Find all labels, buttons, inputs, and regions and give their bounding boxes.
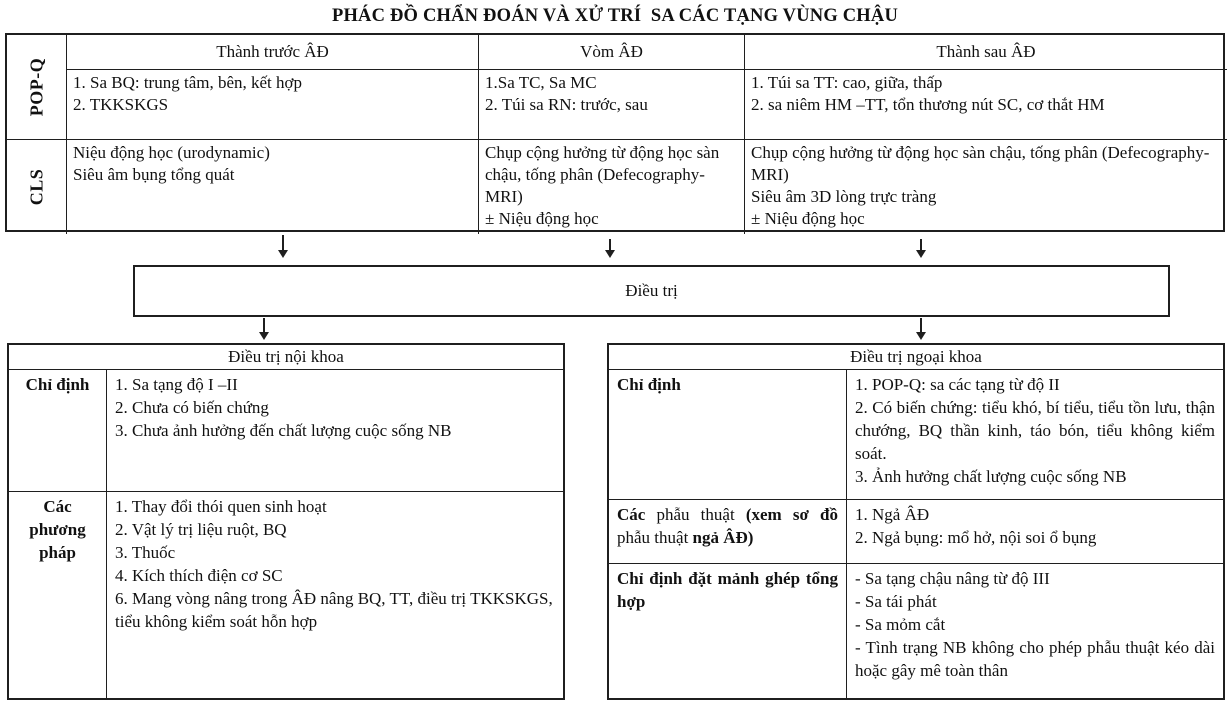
list-item: - Sa mỏm cắt (855, 615, 946, 634)
column-header-apex (479, 35, 745, 70)
list-item: 4. Kích thích điện cơ SC (115, 566, 283, 585)
list-item: Chụp cộng hưởng từ động học sàn chậu, tống phân (Defecography-MRI) (751, 143, 1210, 184)
list-item: Chụp cộng hưởng từ động học sàn chậu, tống phân (Defecography-MRI) (485, 143, 720, 206)
cls-row-label: CLS (26, 168, 47, 206)
list-item: 3. Chưa ảnh hưởng đến chất lượng cuộc sống NB (115, 421, 452, 440)
list-item: 2. sa niêm HM –TT, tổn thương nút SC, cơ thắt HM (751, 95, 1105, 114)
list-item: - Sa tạng chậu nâng từ độ III (855, 569, 1050, 588)
list-item: 2. Chưa có biến chứng (115, 398, 269, 417)
list-item: 1. POP-Q: sa các tạng từ độ II (855, 375, 1060, 394)
surgery-types-cell (847, 500, 1223, 564)
surgical-treatment-table (607, 343, 1225, 700)
list-item: 2. Ngả bụng: mổ hở, nội soi ổ bụng (855, 528, 1097, 547)
cls-apex-cell (479, 140, 745, 234)
list-item: ± Niệu động học (485, 209, 599, 228)
assessment-table (5, 33, 1225, 232)
list-item: ± Niệu động học (751, 209, 865, 228)
surgery-types-label-part: phẫu thuật (656, 505, 746, 524)
down-arrow-apex (609, 239, 611, 251)
list-item: 6. Mang vòng nâng trong ÂĐ nâng BQ, TT, điều trị TKKSKGS, tiểu không kiểm soát hỗn hợp (115, 589, 553, 631)
medical-treatment-table (7, 343, 565, 700)
list-item: 3. Thuốc (115, 543, 176, 562)
treatment-box (133, 265, 1170, 317)
list-item: Niệu động học (urodynamic) (73, 143, 270, 162)
popq-row-label-cell (7, 35, 67, 140)
medical-methods-cell (107, 492, 563, 698)
list-item: 1.Sa TC, Sa MC (485, 73, 597, 92)
down-arrow-surgical (920, 318, 922, 333)
list-item: 2. Vật lý trị liệu ruột, BQ (115, 520, 287, 539)
list-item: Siêu âm 3D lòng trực tràng (751, 187, 937, 206)
list-item: 1. Sa tạng độ I –II (115, 375, 238, 394)
cls-anterior-cell (67, 140, 479, 234)
list-item: 2. Túi sa RN: trước, sau (485, 95, 648, 114)
mesh-indication-label: Chỉ định đặt mảnh ghép tổng hợp (609, 564, 847, 698)
down-arrow-anterior (282, 235, 284, 251)
column-header-apex-text: Vòm ÂĐ (580, 42, 643, 61)
medical-table-header (9, 345, 563, 370)
treatment-box-label: Điều trị (625, 281, 678, 300)
list-item: 2. TKKSKGS (73, 95, 169, 114)
popq-apex-cell (479, 70, 745, 140)
column-header-posterior (745, 35, 1227, 70)
surgery-types-label-part: (xem sơ đồ (745, 505, 838, 524)
column-header-anterior-text: Thành trước ÂĐ (216, 42, 329, 61)
column-header-anterior (67, 35, 479, 70)
surgical-table-header (609, 345, 1223, 370)
popq-row-label: POP-Q (26, 57, 47, 117)
list-item: 1. Sa BQ: trung tâm, bên, kết hợp (73, 73, 303, 92)
list-item: 1. Túi sa TT: cao, giữa, thấp (751, 73, 943, 92)
surgical-indications-cell (847, 370, 1223, 500)
surgery-types-label-part: ngả ÂĐ) (692, 528, 754, 547)
list-item: 1. Ngả ÂĐ (855, 505, 930, 524)
medical-table-header-text: Điều trị nội khoa (228, 347, 344, 366)
list-item: Siêu âm bụng tổng quát (73, 165, 235, 184)
surgery-types-label-part: Các (617, 505, 657, 524)
page-title: PHÁC ĐỒ CHẨN ĐOÁN VÀ XỬ TRÍ SA CÁC TẠNG VÙNG CHẬU (331, 6, 899, 26)
list-item: - Sa tái phát (855, 592, 937, 611)
popq-posterior-cell (745, 70, 1227, 140)
down-arrow-medical (263, 318, 265, 333)
list-item: - Tình trạng NB không cho phép phẫu thuật kéo dài hoặc gây mê toàn thân (855, 638, 1215, 680)
medical-indication-label: Chỉ định (9, 370, 107, 492)
mesh-indications-cell (847, 564, 1223, 698)
surgery-types-label-part: phẫu thuật (617, 528, 693, 547)
popq-anterior-cell (67, 70, 479, 140)
surgery-types-label (609, 500, 847, 564)
list-item: 2. Có biến chứng: tiểu khó, bí tiểu, tiểu tồn lưu, thận chướng, BQ thần kinh, táo bón, tiểu không kiểm soát. (855, 398, 1215, 463)
down-arrow-posterior (920, 239, 922, 251)
medical-indications-cell (107, 370, 563, 492)
surgical-table-header-text: Điều trị ngoại khoa (850, 347, 982, 366)
list-item: 3. Ảnh hưởng chất lượng cuộc sống NB (855, 467, 1127, 486)
column-header-posterior-text: Thành sau ÂĐ (936, 42, 1036, 61)
surgical-indication-label: Chỉ định (609, 370, 847, 500)
cls-posterior-cell (745, 140, 1227, 234)
cls-row-label-cell (7, 140, 67, 234)
medical-methods-label: Các phương pháp (9, 492, 107, 698)
list-item: 1. Thay đổi thói quen sinh hoạt (115, 497, 327, 516)
